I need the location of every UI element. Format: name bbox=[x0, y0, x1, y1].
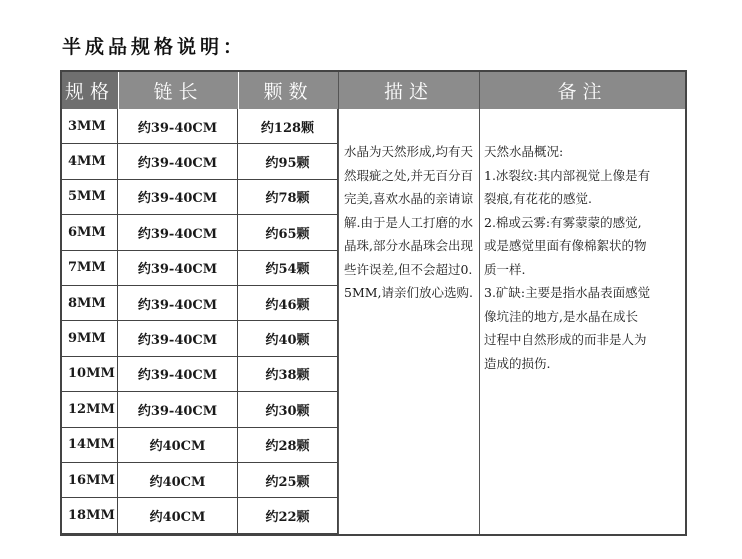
table-header bbox=[62, 72, 685, 109]
note-line: 质一样. bbox=[484, 261, 526, 277]
table-row-length: 约39-40CM bbox=[118, 144, 238, 179]
table-row-spec: 5MM bbox=[62, 180, 118, 215]
notes-text bbox=[484, 140, 684, 375]
table-row-spec: 10MM bbox=[62, 357, 118, 392]
table-row-count: 约46颗 bbox=[238, 286, 338, 321]
header-count: 颗数 bbox=[239, 72, 338, 109]
table-row-spec: 7MM bbox=[62, 251, 118, 286]
table-row-length: 约39-40CM bbox=[118, 215, 238, 250]
table-row-length: 约39-40CM bbox=[118, 392, 238, 427]
table-row-count: 约25颗 bbox=[238, 463, 338, 498]
header-description: 描述 bbox=[339, 72, 479, 109]
table-row-spec: 16MM bbox=[62, 463, 118, 498]
table-row-count: 约128颗 bbox=[238, 109, 338, 144]
table-row-spec: 4MM bbox=[62, 144, 118, 179]
table-row-count: 约78颗 bbox=[238, 180, 338, 215]
table-row-spec: 12MM bbox=[62, 392, 118, 427]
table-row-spec: 3MM bbox=[62, 109, 118, 144]
note-line: 3.矿缺:主要是指水晶表面感觉 bbox=[484, 285, 651, 300]
table-row-length: 约39-40CM bbox=[118, 109, 238, 144]
description-text: 水晶为天然形成,均有天然瑕疵之处,并无百分百完美,喜欢水晶的亲请谅解.由于是人工打磨的水晶珠,部分水晶珠会出现些许误差,但不会超过0.5MM,请亲们放心选购. bbox=[344, 144, 473, 300]
header-notes: 备注 bbox=[480, 72, 685, 109]
table-row-length: 约39-40CM bbox=[118, 357, 238, 392]
note-line: 造成的损伤. bbox=[484, 355, 551, 371]
table-row-count: 约95颗 bbox=[238, 144, 338, 179]
table-row-count: 约40颗 bbox=[238, 321, 338, 356]
note-line: 过程中自然形成的而非是人为 bbox=[484, 332, 647, 347]
table-row-length: 约39-40CM bbox=[118, 251, 238, 286]
table-row-length: 约39-40CM bbox=[118, 321, 238, 356]
table-row-count: 约38颗 bbox=[238, 357, 338, 392]
table-row-spec: 8MM bbox=[62, 286, 118, 321]
header-spec: 规格 bbox=[62, 72, 118, 109]
table-row-count: 约22颗 bbox=[238, 498, 338, 533]
table-row-spec: 14MM bbox=[62, 428, 118, 463]
note-line: 像坑洼的地方,是水晶在成长 bbox=[484, 308, 638, 324]
table-row-length: 约40CM bbox=[118, 463, 238, 498]
spec-table bbox=[60, 70, 687, 536]
note-line: 或是感觉里面有像棉絮状的物 bbox=[484, 238, 647, 253]
table-row-spec: 18MM bbox=[62, 498, 118, 533]
note-line: 2.棉或云雾:有雾蒙蒙的感觉, bbox=[484, 214, 642, 230]
table-row-length: 约40CM bbox=[118, 498, 238, 533]
table-row-count: 约65颗 bbox=[238, 215, 338, 250]
column-divider bbox=[479, 72, 480, 534]
header-length: 链长 bbox=[119, 72, 238, 109]
table-row-count: 约28颗 bbox=[238, 428, 338, 463]
table-row-spec: 9MM bbox=[62, 321, 118, 356]
table-row-count: 约54颗 bbox=[238, 251, 338, 286]
table-row-length: 约40CM bbox=[118, 428, 238, 463]
column-divider bbox=[338, 72, 339, 534]
note-line: 1.冰裂纹:其内部视觉上像是有 bbox=[484, 167, 651, 183]
table-row-length: 约39-40CM bbox=[118, 180, 238, 215]
table-row-count: 约30颗 bbox=[238, 392, 338, 427]
table-row-spec: 6MM bbox=[62, 215, 118, 250]
table-row-length: 约39-40CM bbox=[118, 286, 238, 321]
page-title: 半成品规格说明： bbox=[62, 36, 247, 58]
note-line: 天然水晶概况: bbox=[484, 144, 564, 159]
note-line: 裂痕,有花花的感觉. bbox=[484, 191, 592, 206]
